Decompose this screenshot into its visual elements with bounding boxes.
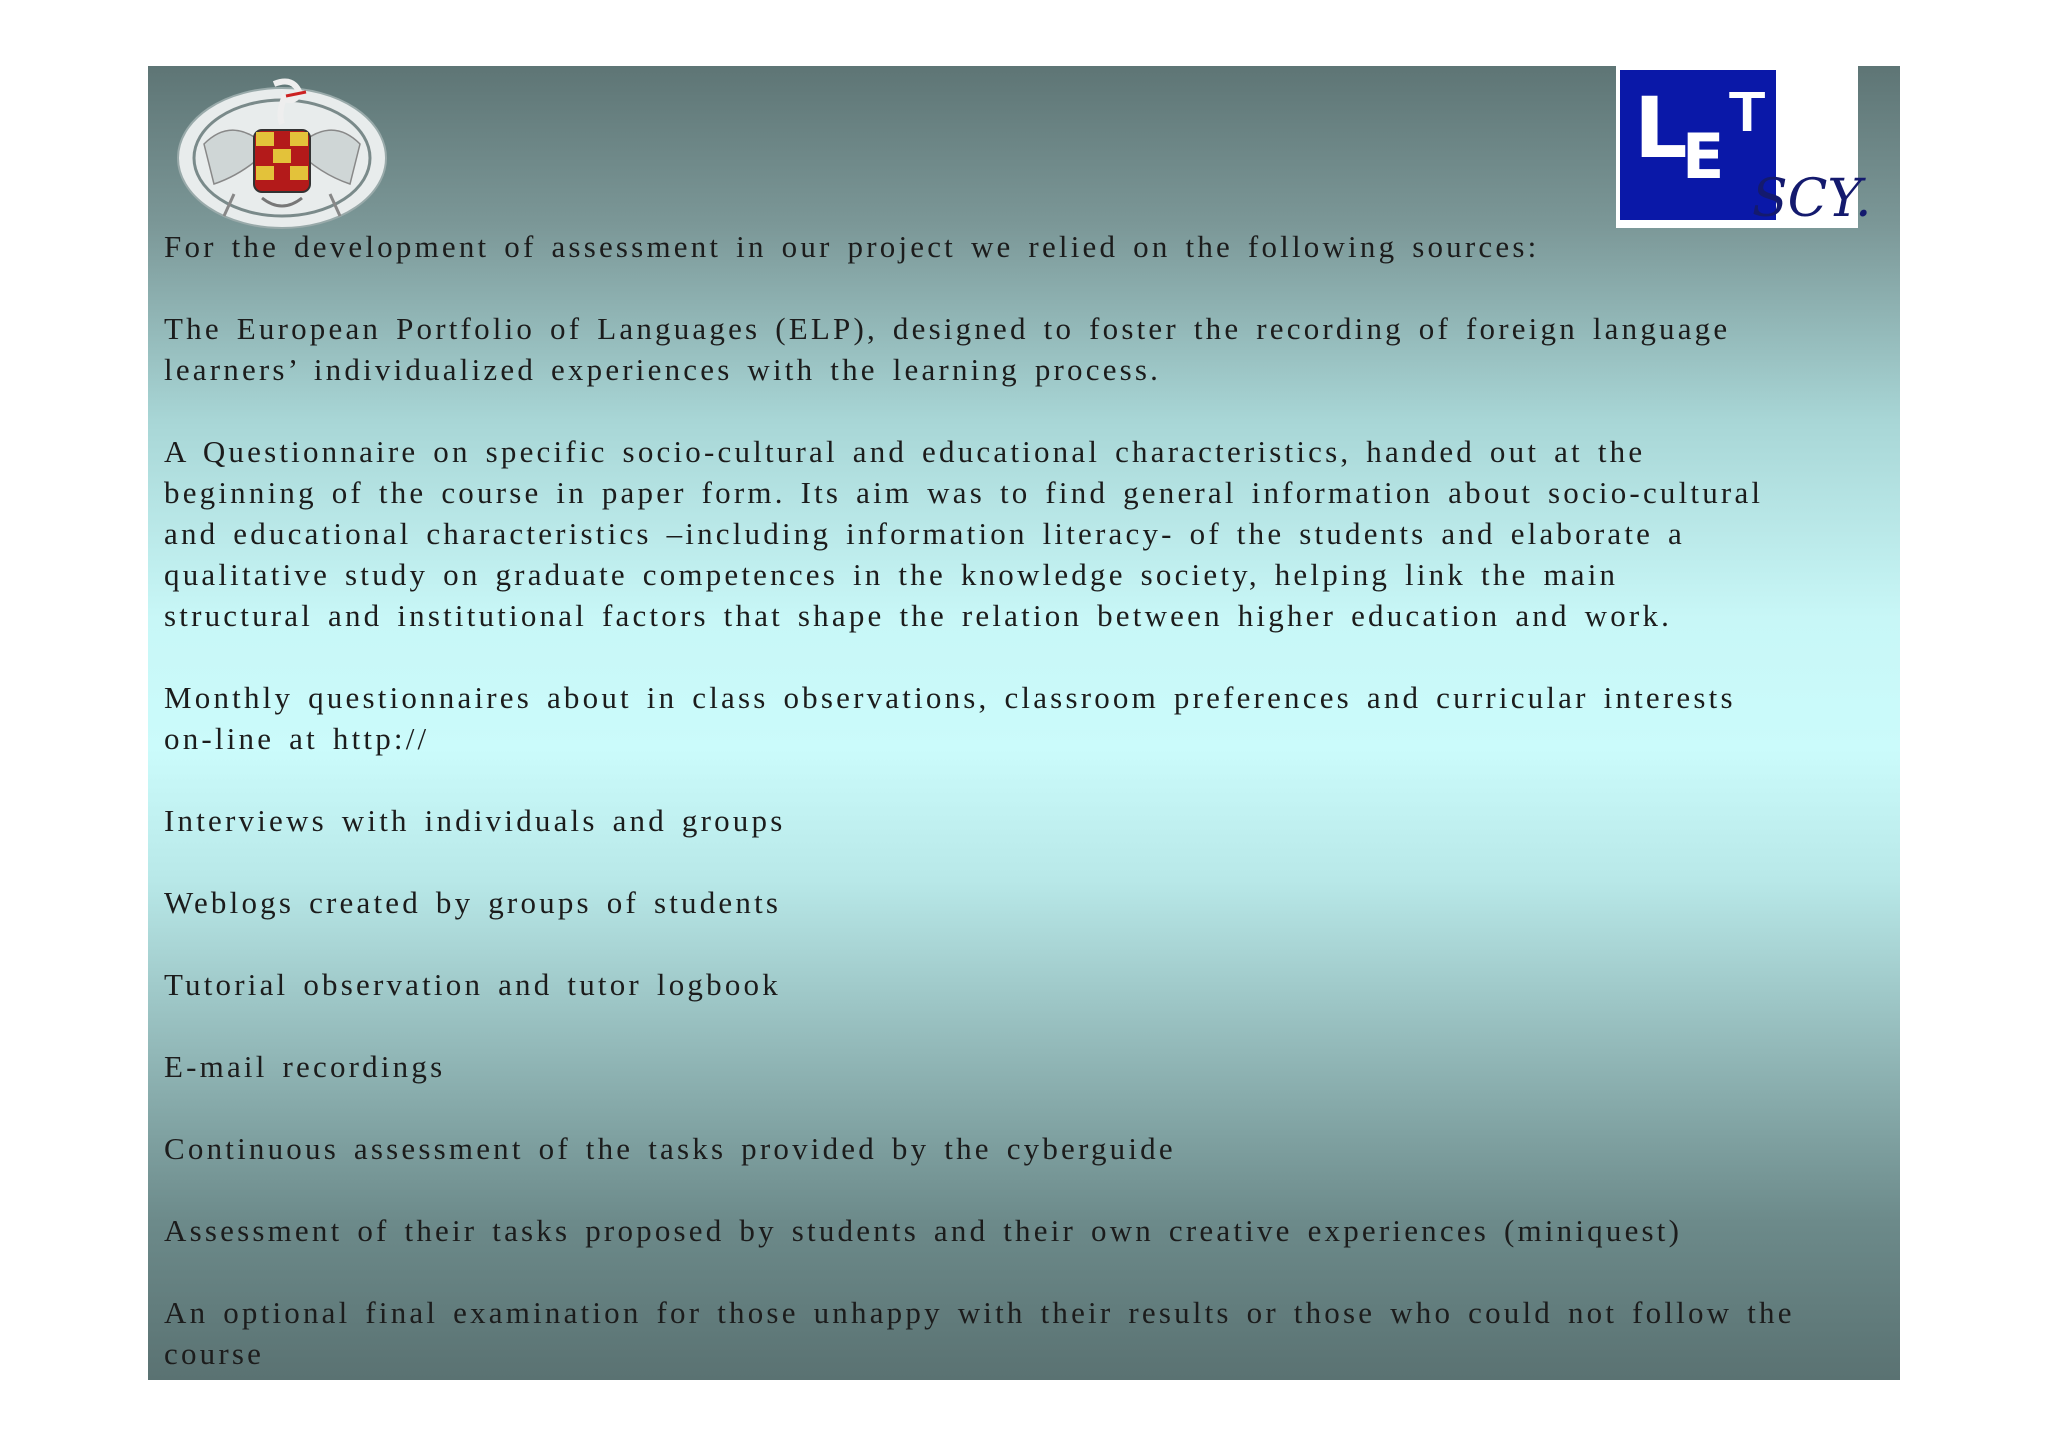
- questionnaire-paragraph: A Questionnaire on specific socio-cultural and educational characteristics, handed out at the beginning of the course in paper form. Its aim was to find general information about socio-cultural and educational characteristics –including information literacy- of the students and elaborate a qualitative study on graduate competences in the knowledge society, helping link the main structural and institutional factors that shape the relation between higher education and work.: [164, 434, 1764, 633]
- tutorial-paragraph: Tutorial observation and tutor logbook: [164, 967, 781, 1002]
- university-seal-icon: [174, 74, 390, 234]
- student-tasks-paragraph: Assessment of their tasks proposed by students and their own creative experiences (miniquest): [164, 1213, 1683, 1248]
- slide-body: [164, 226, 1894, 1415]
- intro-paragraph: For the development of assessment in our project we relied on the following sources:: [164, 229, 1540, 264]
- svg-text:T: T: [1728, 81, 1767, 146]
- logo-blue-box: L E: [1620, 70, 1776, 220]
- interviews-paragraph: Interviews with individuals and groups: [164, 803, 786, 838]
- monthly-questionnaires-paragraph: Monthly questionnaires about in class observations, classroom preferences and curricular interests on-line at http://: [164, 680, 1736, 756]
- final-exam-paragraph: An optional final examination for those unhappy with their results or those who could not follow the course: [164, 1295, 1795, 1371]
- svg-text:SCY.: SCY.: [1752, 169, 1872, 229]
- elp-paragraph: The European Portfolio of Languages (ELP), designed to foster the recording of foreign language learners’ individualized experiences with the learning process.: [164, 311, 1731, 387]
- letscy-logo: [1616, 66, 1872, 229]
- weblogs-paragraph: Weblogs created by groups of students: [164, 885, 782, 920]
- email-paragraph: E-mail recordings: [164, 1049, 446, 1084]
- continuous-assessment-paragraph: Continuous assessment of the tasks provided by the cyberguide: [164, 1131, 1176, 1166]
- slide: [148, 66, 1900, 1380]
